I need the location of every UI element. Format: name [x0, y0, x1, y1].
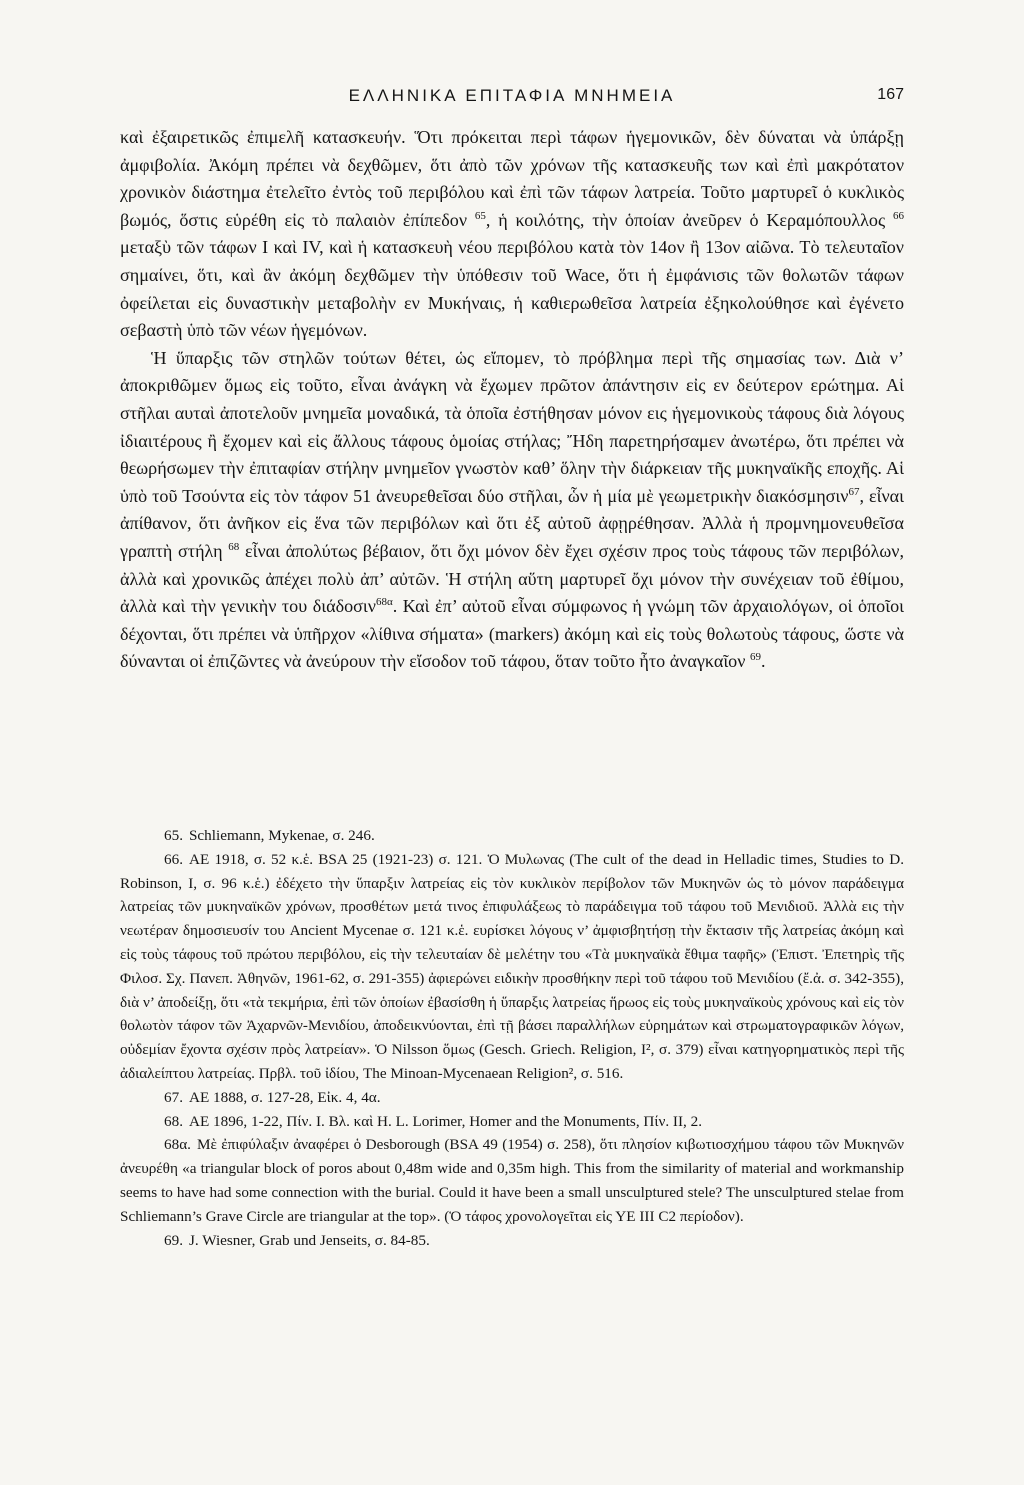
footnote-text: J. Wiesner, Grab und Jenseits, σ. 84-85. — [188, 1231, 430, 1249]
footnote-ref-68a: 68α — [375, 596, 393, 609]
footnote-number: 69. — [164, 1231, 183, 1249]
text-run: . — [760, 651, 766, 672]
footnote-text: ΑΕ 1888, σ. 127-28, Εἰκ. 4, 4α. — [188, 1088, 381, 1106]
text-run: . Καὶ ἐπ’ αὐτοῦ εἶναι σύμφωνος ἡ γνώμη τῶν ἀρχαιολόγων, οἱ ὁποῖοι δέχονται, ὅτι πρέπει νὰ ὑπῆρχον «λίθινα σήματα» (markers) ἀκόμη καὶ εἰς τοὺς θολωτοὺς τάφους, ὥστε νὰ δύνανται οἱ ἐπιζῶντες νὰ ἀνεύρουν τὴν εἴσοδον τοῦ τάφου, ὅταν τοῦτο ἦτο ἀναγκαῖον — [120, 596, 904, 672]
page-header — [120, 86, 904, 116]
footnote-number: 67. — [164, 1088, 183, 1106]
footnote-number: 66. — [164, 850, 183, 868]
running-title: ΕΛΛΗΝΙΚΑ ΕΠΙΤΑΦΙΑ ΜΝΗΜΕΙΑ — [348, 86, 676, 105]
footnote-ref-66: 66 — [892, 209, 904, 222]
footnote-number: 68α. — [164, 1136, 191, 1154]
footnote-number: 68. — [164, 1112, 183, 1130]
text-run: , ἡ κοιλότης, τὴν ὁποίαν ἀνεῦρεν ὁ Κεραμόπουλλος — [485, 209, 893, 230]
text-run: Ἡ ὕπαρξις τῶν στηλῶν τούτων θέτει, ὡς εἴπομεν, τὸ πρόβλημα περὶ τῆς σημασίας των. Διὰ ν’ ἀποκριθῶμεν ὅμως εἰς τοῦτο, εἶναι ἀνάγκη νὰ ἔχωμεν πρῶτον ἀπάντησιν εἰς εν δεύτερον ερώτημα. Αἱ στῆλαι αυταὶ ἀποτελοῦν μνημεῖα μοναδικά, τὰ ὁποῖα ἐστήθησαν μόνον εις ἡγεμονικοὺς τάφους διὰ λόγους ἰδιαιτέρους ἢ ἔχομεν καὶ εἰς ἄλλους τάφους ὁμοίας στήλας; Ἤδη παρετηρήσαμεν ἀνωτέρω, ὅτι πρέπει νὰ θεωρήσωμεν τὴν ἐπιταφίαν στήλην μνημεῖον γνωστὸν καθ’ ὅλην τὴν διάρκειαν τῆς μυκηναϊκῆς εποχῆς. Αἱ ὑπὸ τοῦ Τσούντα εἰς τὸν τάφον 51 ἀνευρεθεῖσαι δύο στῆλαι, ὧν ἡ μία μὲ γεωμετρικὴν διακόσμησιν — [120, 347, 904, 506]
footnote — [120, 824, 904, 848]
footnote-text: ΑΕ 1918, σ. 52 κ.ἑ. BSA 25 (1921-23) σ. 121. Ὁ Μυλωνας (The cult of the dead in Helladic times, Studies to D. Robinson, I, σ. 96 κ.ἑ.) ἐδέχετο τὴν ὕπαρξιν λατρείας εἰς τὸν κυκλικὸν περίβολον τῶν Μυκηνῶν ὡς τὸ μόνον παράδειγμα λατρείας τῶν μυκηναϊκῶν χρόνων, προσθέτων μετά τινος ἐπιφυλάξεως τὸ παράδειγμα τοῦ τάφου τοῦ Μενιδιοῦ. Ἀλλὰ εις τὴν νεωτέραν δημοσιευσίν του Ancient Mycenae σ. 121 κ.ἑ. ευρίσκει λόγους ν’ ἀμφισβητήσῃ τὴν ἔκτασιν τῆς λατρείας ἀκόμη καὶ εἰς τοὺς τάφους τοῦ πρώτου περιβόλου, εἰς τὴν τελευταίαν δὲ μελέτην του «Τὰ μυκηναϊκὰ ἔθιμα ταφῆς» (Ἐπιστ. Ἐπετηρὶς τῆς Φιλοσ. Σχ. Πανεπ. Ἀθηνῶν, 1961-62, σ. 291-355) ἀφιερώνει ειδικὴν προσθήκην περὶ τοῦ τάφου τοῦ Μενιδίου (ἔ.ἀ. σ. 342-355), διὰ ν’ ἀποδείξῃ, ὅτι «τὰ τεκμήρια, ἐπὶ τῶν ὁποίων ἐβασίσθη ἡ ὕπαρξις λατρείας ἥρωος εἰς τοὺς μυκηναϊκοὺς χρόνους καὶ εἰς τὸν θολωτὸν τάφον τῶν Ἀχαρνῶν-Μενιδίου, ἀποδεικνύονται, ἐπὶ τῇ βάσει παραλλήλων εὑρημάτων καὶ στρωματογραφικῶν λόγων, οὐδεμίαν ἔχοντα σχέσιν πρὸς λατρείαν». Ὁ Nilsson ὅμως (Gesch. Griech. Religion, I², σ. 379) εἶναι κατηγορηματικὸς περὶ τῆς ἀδιαλείπτου λατρείας. Πρβλ. τοῦ ἰδίου, The Minoan-Mycenaean Religion², σ. 516. — [120, 850, 904, 1082]
text-run: , εἶναι ἀπίθανον, ὅτι ἀνῆκον εἰς ἕνα τῶν περιβόλων καὶ ὅτι ἐξ αὐτοῦ ἀφῃρέθησαν. Ἀλλὰ ἡ προμνημονευθεῖσα γραπτὴ στήλη — [120, 485, 904, 561]
paragraph-2 — [120, 345, 904, 676]
footnote — [120, 1086, 904, 1110]
footnote-ref-67: 67 — [848, 485, 860, 498]
text-run: καὶ ἐξαιρετικῶς ἐπιμελῆ κατασκευήν. Ὅτι πρόκειται περὶ τάφων ἡγεμονικῶν, δὲν δύναται νὰ ὑπάρξῃ ἀμφιβολία. Ἀκόμη πρέπει νὰ δεχθῶμεν, ὅτι ἀπὸ τῶν χρόνων τῆς κατασκευῆς των καὶ ἐπὶ μακρότατον χρονικὸν διάστημα ἐτελεῖτο ἐντὸς τοῦ περιβόλου καὶ ἐπὶ τῶν τάφων λατρεία. Τοῦτο μαρτυρεῖ ὁ κυκλικὸς βωμός, ὅστις εὑρέθη εἰς τὸ παλαιὸν ἐπίπεδον — [120, 127, 904, 230]
text-run: εἶναι ἀπολύτως βέβαιον, ὅτι ὄχι μόνον δὲν ἔχει σχέσιν προς τοὺς τάφους τῶν περιβόλων, ἀλλὰ καὶ χρονικῶς ἀπέχει πολὺ ἀπ’ αὐτῶν. Ἡ στήλη αὕτη μαρτυρεῖ ὄχι μόνον τὴν συνέχειαν τοῦ ἐθίμου, ἀλλὰ καὶ τὴν γενικὴν του διάδοσιν — [120, 540, 905, 617]
main-text — [120, 124, 904, 676]
footnote — [120, 848, 904, 1086]
footnote — [120, 1133, 904, 1228]
footnote-ref-65: 65 — [474, 209, 486, 222]
footnote — [120, 1110, 904, 1134]
page-number: 167 — [877, 86, 904, 103]
footnote-text: Schliemann, Mykenae, σ. 246. — [188, 827, 375, 844]
footnote-ref-69: 69 — [749, 651, 761, 664]
text-run: μεταξὺ τῶν τάφων I καὶ IV, καὶ ἡ κατασκευὴ νέου περιβόλου κατὰ τὸν 14ον ἢ 13ον αἰῶνα. Τὸ τελευταῖον σημαίνει, ὅτι, καὶ ἂν ἀκόμη δεχθῶμεν τὴν ὑπόθεσιν τοῦ Wace, ὅτι ἡ ἐμφάνισις τῶν θολωτῶν τάφων ὀφείλεται εἰς δυναστικὴν μεταβολὴν εν Μυκήναις, ἡ καθιερωθεῖσα λατρεία ἐξηκολούθησε καὶ ἐγένετο σεβαστὴ ὑπὸ τῶν νέων ἡγεμόνων. — [120, 237, 904, 341]
footnote — [120, 1229, 904, 1253]
footnote-number: 65. — [164, 827, 183, 844]
paragraph-1 — [120, 124, 904, 345]
footnote-text: ΑΕ 1896, 1-22, Πίν. I. Βλ. καὶ H. L. Lorimer, Homer and the Monuments, Πίν. II, 2. — [188, 1112, 703, 1130]
footnote-text: Μὲ ἐπιφύλαξιν ἀναφέρει ὁ Desborough (BSA 49 (1954) σ. 258), ὅτι πλησίον κιβωτιοσχήμου τάφου τῶν Μυκηνῶν ἀνευρέθη «a triangular block of poros about 0,48m wide and 0,35m high. This from the similarity of material and workmanship seems to have had some connection with the burial. Could it have been a small unsculptured stele? The unsculptured stelae from Schliemann’s Grave Circle are triangular at the top». (Ὁ τάφος χρονολογεῖται εἰς ΥΕ III C2 περίοδον). — [120, 1136, 904, 1225]
footnote-ref-68: 68 — [228, 540, 240, 553]
footnotes — [120, 824, 904, 1252]
